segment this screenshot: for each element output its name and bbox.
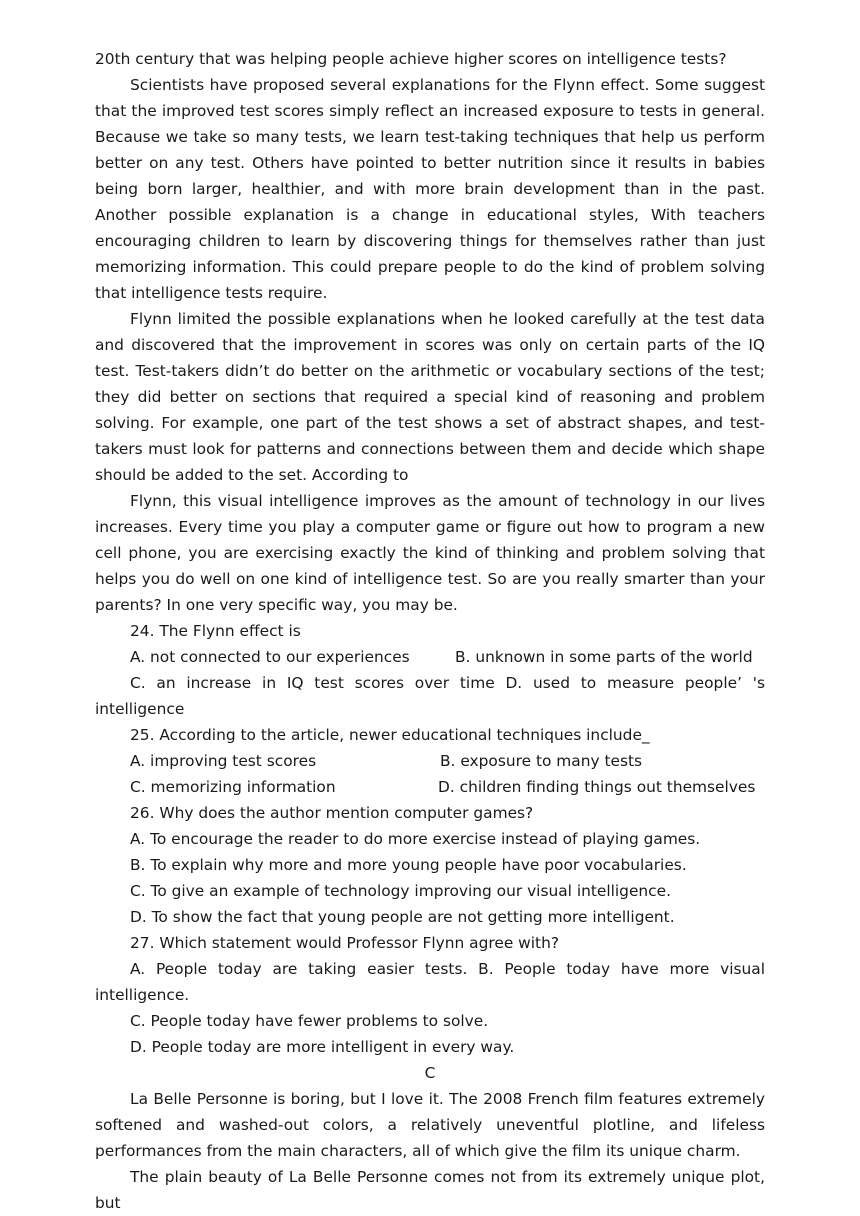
passage-paragraph: Flynn, this visual intelligence improves as the amount of technology in our lives increases. Every time you play a computer game or figure out how to program a new cell phone, you are exercising exactly the kind of thinking and problem solving that helps you do well on one kind of intelligence test. So are you really smarter than your parents? In one very specific way, you may be. <box>95 492 765 614</box>
options-row <box>95 774 765 800</box>
option: C. To give an example of technology improving our visual intelligence. <box>130 882 671 900</box>
option: D. To show the fact that young people are not getting more intelligent. <box>130 908 675 926</box>
option: D. People today are more intelligent in every way. <box>130 1038 515 1056</box>
options-row: C. an increase in IQ test scores over time D. used to measure people’ 's intelligence <box>95 674 765 718</box>
passage-paragraph: La Belle Personne is boring, but I love it. The 2008 French film features extremely softened and washed-out colors, a relatively uneventful plotline, and lifeless performances from the main characters, all of which give the film its unique charm. <box>95 1090 765 1160</box>
option: D. children finding things out themselves <box>438 778 756 796</box>
option: A. not connected to our experiences <box>130 648 410 666</box>
section-heading: C <box>424 1064 436 1082</box>
document-page <box>95 46 765 1216</box>
option: B. To explain why more and more young people have poor vocabularies. <box>130 856 687 874</box>
option: A. improving test scores <box>130 752 317 770</box>
options-row: A. People today are taking easier tests. B. People today have more visual intelligence. <box>95 960 765 1004</box>
question-stem: 26. Why does the author mention computer games? <box>130 804 534 822</box>
question-stem: 25. According to the article, newer educational techniques include_ <box>130 726 650 744</box>
options-row <box>95 748 765 774</box>
option: C. People today have fewer problems to solve. <box>130 1012 489 1030</box>
passage-paragraph: Flynn limited the possible explanations when he looked carefully at the test data and discovered that the improvement in scores was only on certain parts of the IQ test. Test-takers didn’t do better on the arithmetic or vocabulary sections of the test; they did better on sections that required a special kind of reasoning and problem solving. For example, one part of the test shows a set of abstract shapes, and test-takers must look for patterns and connections between them and decide which shape should be added to the set. According to <box>95 310 765 484</box>
question-stem: 27. Which statement would Professor Flynn agree with? <box>130 934 560 952</box>
passage-paragraph: Scientists have proposed several explanations for the Flynn effect. Some suggest that the improved test scores simply reflect an increased exposure to tests in general. Because we take so many tests, we learn test-taking techniques that help us perform better on any test. Others have pointed to better nutrition since it results in babies being born larger, healthier, and with more brain development than in the past. Another possible explanation is a change in educational styles, With teachers encouraging children to learn by discovering things for themselves rather than just memorizing information. This could prepare people to do the kind of problem solving that intelligence tests require. <box>95 76 765 302</box>
option: A. To encourage the reader to do more exercise instead of playing games. <box>130 830 701 848</box>
option: B. unknown in some parts of the world <box>455 648 753 666</box>
passage-paragraph: 20th century that was helping people achieve higher scores on intelligence tests? <box>95 50 727 68</box>
option: C. memorizing information <box>130 778 336 796</box>
option: B. exposure to many tests <box>440 752 643 770</box>
passage-paragraph: The plain beauty of La Belle Personne comes not from its extremely unique plot, but <box>95 1168 765 1212</box>
options-row <box>95 644 765 670</box>
question-stem: 24. The Flynn effect is <box>130 622 301 640</box>
